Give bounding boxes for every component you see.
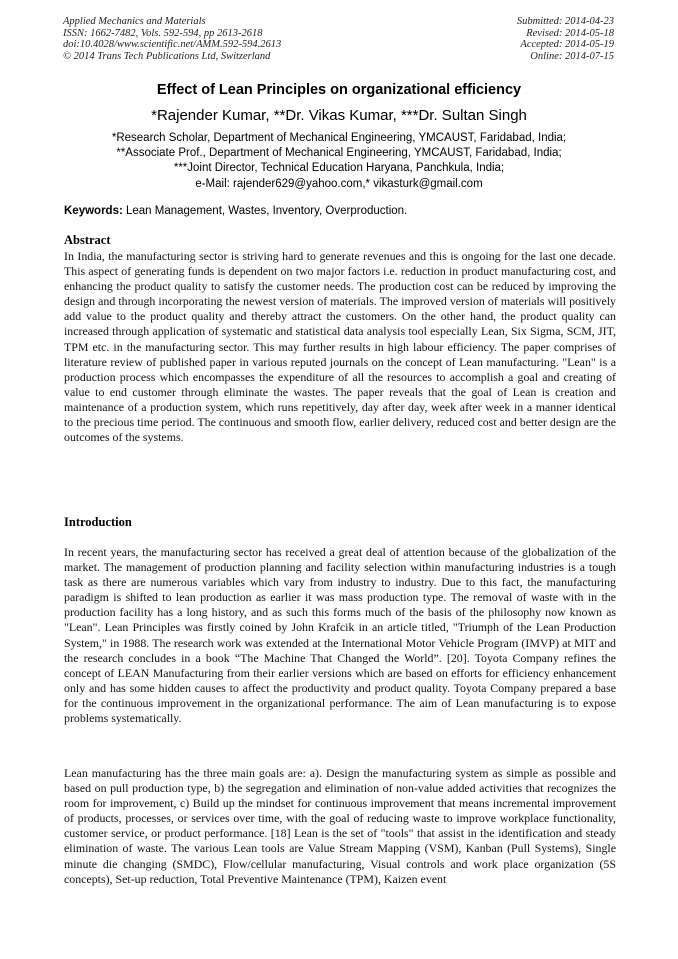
abstract-heading: Abstract bbox=[64, 233, 111, 247]
introduction-heading: Introduction bbox=[64, 515, 132, 529]
journal-issn: ISSN: 1662-7482, Vols. 592-594, pp 2613-2618 bbox=[63, 27, 263, 39]
accepted-date: Accepted: 2014-05-19 bbox=[520, 39, 614, 51]
abstract-text: In India, the manufacturing sector is striving hard to generate revenues and this is ongoing for the last one decade. This aspect of generating funds is dependent on two major factors i.e. reduction in product manufacturing cost, and enhancing the product quality to satisfy the customer needs. The production cost can be reduced by improving the design and through incorporating the newest version of materials. The improved version of materials will positively add value to the product quality and thereby attract the customers. On the other hand, the product quality can increased through application of systematic and statistical data analysis tool especially Lean, Six Sigma, SCM, JIT, TPM etc. in the manufacturing sector. This may further results in high labour efficiency. The paper comprises of literature review of published paper in various reputed journals on the concept of Lean manufacturing. "Lean" is a production process which encompasses the expenditure of all the resources to accomplish a goal and creating of value to end customer through eliminate the wastes. The paper reveals that the goal of Lean is creation and maintenance of a production system, which runs repetitively, day after day, week after week in a manner identical to the precious time period. The continuous and smooth flow, earlier delivery, reduced cost and better design are the outcomes of the systems. bbox=[64, 249, 616, 445]
affiliation-2: **Associate Prof., Department of Mechanical Engineering, YMCAUST, Faridabad, India; bbox=[116, 147, 562, 160]
keywords-label: Keywords: bbox=[64, 205, 123, 217]
journal-info bbox=[63, 16, 281, 62]
author-emails: e-Mail: rajender629@yahoo.com,* vikasturk@gmail.com bbox=[195, 177, 483, 190]
affiliation-1: *Research Scholar, Department of Mechanical Engineering, YMCAUST, Faridabad, India; bbox=[111, 132, 567, 144]
journal-name: Applied Mechanics and Materials bbox=[63, 16, 206, 27]
affiliation-3: ***Joint Director, Technical Education Haryana, Panchkula, India; bbox=[173, 162, 505, 175]
paper-authors: *Rajender Kumar, **Dr. Vikas Kumar, ***Dr. Sultan Singh bbox=[151, 107, 527, 124]
keywords-line bbox=[64, 205, 616, 217]
online-date: Online: 2014-07-15 bbox=[530, 50, 614, 62]
revised-date: Revised: 2014-05-18 bbox=[526, 27, 614, 39]
introduction-paragraph-1: In recent years, the manufacturing sector has received a great deal of attention because of the globalization of the market. The management of production planning and facility selection within manufacturing industries is a tough task as there are numerous variables which vary from industry to industry. Due to this fact, the manufacturing paradigm is shifted to lean production as earlier it was mass production type. The removal of waste with in the production facility has a long history, and as such this forms much of the basis of the philosophy now known as "Lean". Lean Principles was firstly coined by John Krafcik in an article titled, "Triumph of the Lean Production System," in 1988. The research work was extended at the International Motor Vehicle Program (IMVP) at MIT and the research concludes in a book “The Machine That Changed the World”. [20]. Toyota Company refines the concept of LEAN Manufacturing from their earlier versions which are based on efforts for efficiency enhancement only and has some hidden causes to affect the productivity and product quality. Toyota Company prepared a base for the continuous improvement in the organizational performance. The aim of Lean manufacturing is to expose problems systematically. bbox=[64, 545, 616, 726]
publication-dates bbox=[517, 16, 614, 62]
journal-doi: doi:10.4028/www.scientific.net/AMM.592-594.2613 bbox=[63, 39, 282, 51]
submitted-date: Submitted: 2014-04-23 bbox=[516, 16, 614, 27]
journal-copyright: © 2014 Trans Tech Publications Ltd, Switzerland bbox=[63, 50, 271, 62]
author-affiliations bbox=[0, 131, 678, 192]
keywords-text: Lean Management, Wastes, Inventory, Overproduction. bbox=[122, 205, 408, 217]
introduction-paragraph-2: Lean manufacturing has the three main goals are: a). Design the manufacturing system as simple as possible and based on pull production type, b) the segregation and elimination of non-value added activities that recognizes the room for improvement, c) Build up the mindset for continuous improvement that means incremental improvement of products, processes, or services over time, with the goal of reducing waste to improve workplace functionality, customer service, or product performance. [18] Lean is the set of "tools" that assist in the identification and steady elimination of waste. The various Lean tools are Value Stream Mapping (VSM), Kanban (Pull Systems), Single minute die changing (SMDC), Flow/cellular manufacturing, Visual controls and work place organization (5S concepts), Set-up reduction, Total Preventive Maintenance (TPM), Kaizen event bbox=[64, 766, 616, 886]
paper-title: Effect of Lean Principles on organizational efficiency bbox=[156, 82, 522, 98]
